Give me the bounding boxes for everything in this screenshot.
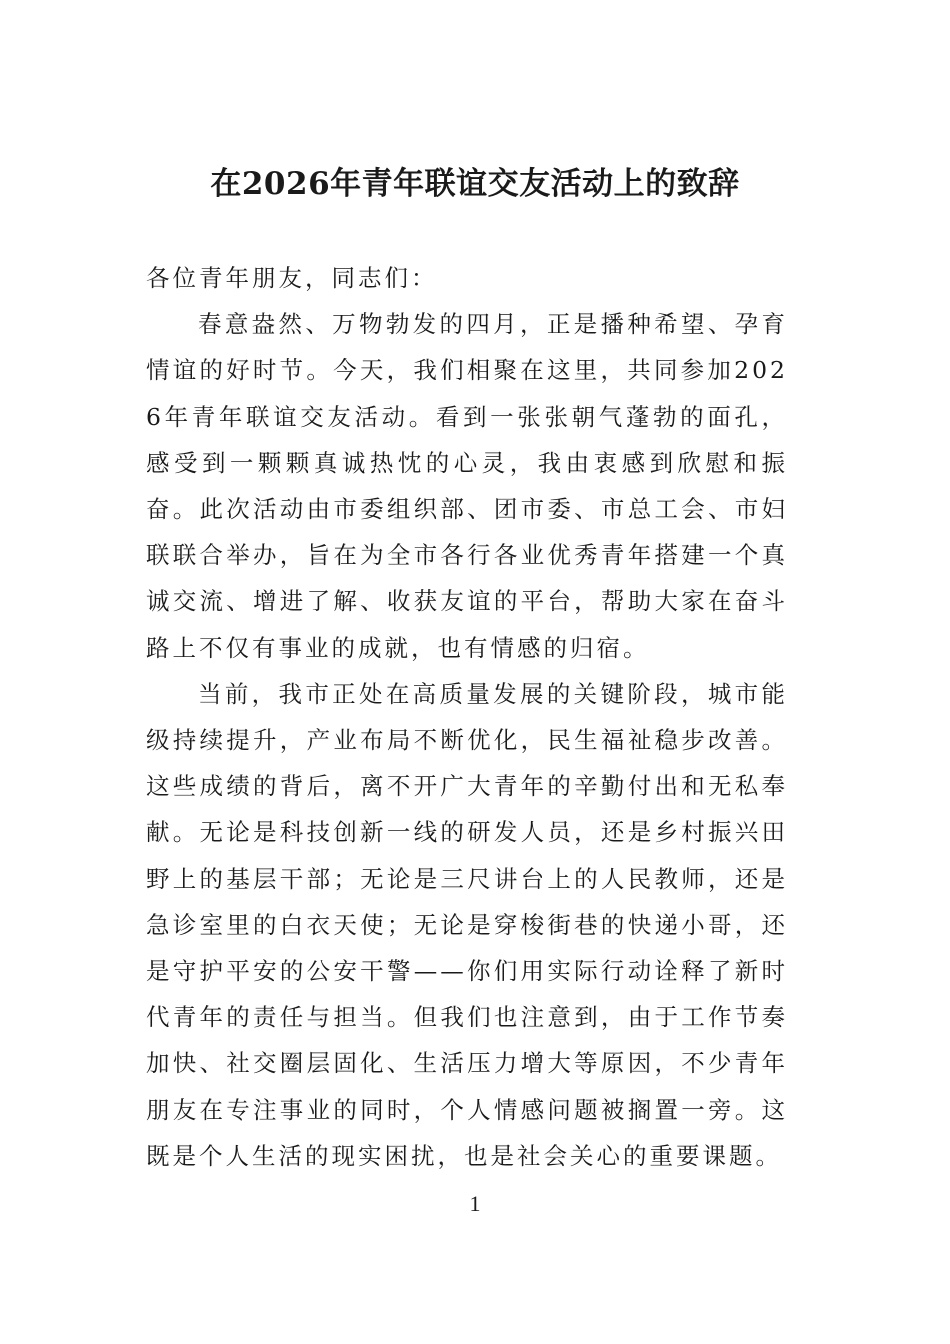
paragraph-1: 春意盎然、万物勃发的四月，正是播种希望、孕育情谊的好时节。今天，我们相聚在这里，共同参加2026年青年联谊交友活动。看到一张张朝气蓬勃的面孔，感受到一颗颗真诚热忱的心灵，我由衷感到欣慰和振奋。此次活动由市委组织部、团市委、市总工会、市妇联联合举办，旨在为全市各行各业优秀青年搭建一个真诚交流、增进了解、收获友谊的平台，帮助大家在奋斗路上不仅有事业的成就，也有情感的归宿。 bbox=[146, 310, 788, 662]
page-number: 1 bbox=[469, 1191, 481, 1216]
paragraph-2: 当前，我市正处在高质量发展的关键阶段，城市能级持续提升，产业布局不断优化，民生福祉稳步改善。这些成绩的背后，离不开广大青年的辛勤付出和无私奉献。无论是科技创新一线的研发人员，还是乡村振兴田野上的基层干部；无论是三尺讲台上的人民教师，还是急诊室里的白衣天使；无论是穿梭街巷的快递小哥，还是守护平安的公安干警——你们用实际行动诠释了新时代青年的责任与担当。但我们也注意到，由于工作节奏加快、社交圈层固化、生活压力增大等原因，不少青年朋友在专注事业的同时，个人情感问题被搁置一旁。这既是个人生活的现实困扰，也是社会关心的重要课题。 bbox=[146, 679, 788, 1170]
document-title: 在2026年青年联谊交友活动上的致辞 bbox=[210, 166, 740, 202]
document-body bbox=[146, 255, 788, 1179]
salutation: 各位青年朋友，同志们： bbox=[146, 264, 438, 292]
